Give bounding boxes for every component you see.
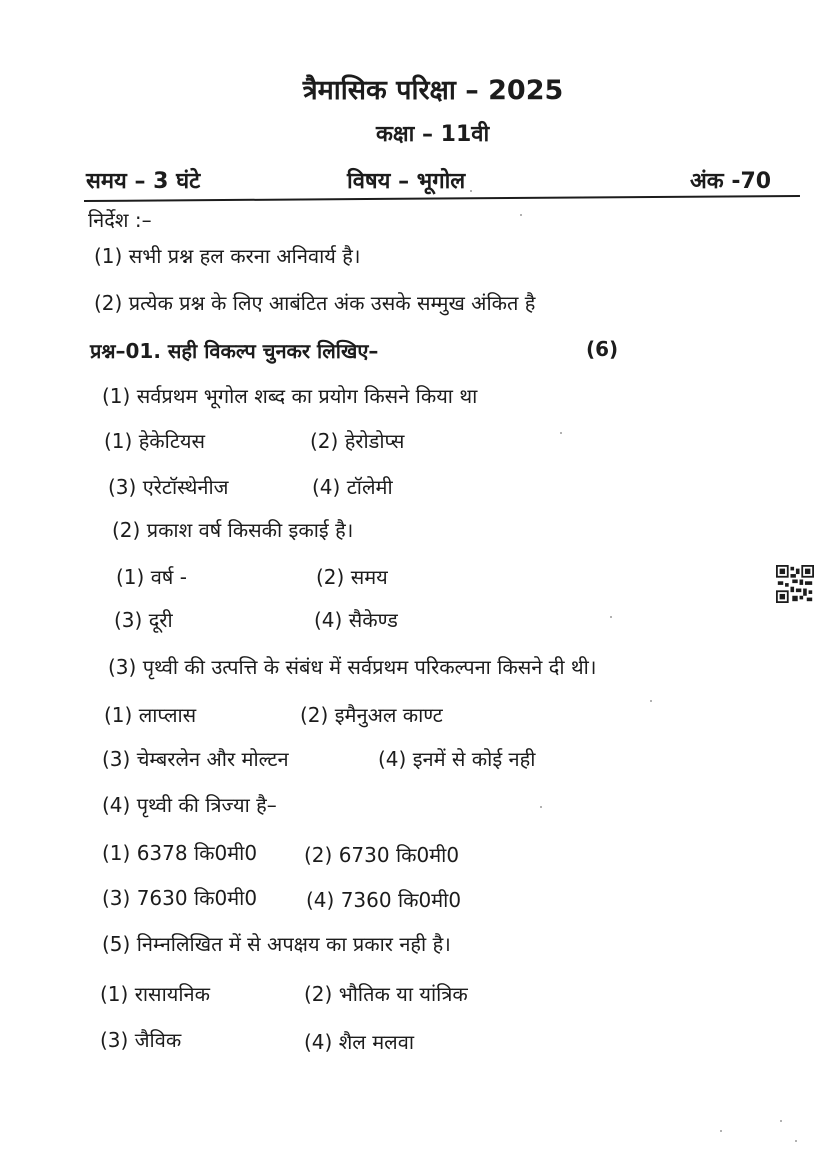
section-heading: प्रश्न–01. सही विकल्प चुनकर लिखिए–: [90, 339, 379, 363]
option: (2) समय: [316, 565, 388, 589]
option: (2) 6730 कि0मी0: [304, 843, 460, 867]
instructions-heading: निर्देश :–: [88, 208, 152, 232]
instruction-item: (1) सभी प्रश्न हल करना अनिवार्य है।: [94, 244, 361, 268]
question-text: (2) प्रकाश वर्ष किसकी इकाई है।: [112, 518, 354, 542]
question-text: (1) सर्वप्रथम भूगोल शब्द का प्रयोग किसने किया था: [102, 384, 478, 408]
class-label: कक्षा – 11वी: [376, 122, 490, 147]
qr-code-icon: [776, 565, 814, 603]
question-text: (3) पृथ्वी की उत्पत्ति के संबंध में सर्वप्रथम परिकल्पना किसने दी थी।: [108, 655, 597, 679]
option: (4) 7360 कि0मी0: [306, 888, 462, 912]
option: (2) हेरोडोप्स: [310, 429, 405, 453]
header-divider: [84, 195, 800, 202]
question-text: (5) निम्नलिखित में से अपक्षय का प्रकार नही है।: [102, 932, 451, 956]
option: (1) 6378 कि0मी0: [102, 841, 258, 865]
marks-label: अंक -70: [690, 169, 772, 194]
option: (3) 7630 कि0मी0: [102, 886, 258, 910]
exam-title: त्रैमासिक परिक्षा – 2025: [302, 75, 564, 106]
section-marks: (6): [586, 337, 619, 361]
time-label: समय – 3 घंटे: [86, 169, 201, 194]
option: (1) लाप्लास: [104, 703, 197, 727]
option: (1) वर्ष -: [116, 565, 187, 589]
option: (2) इमैनुअल काण्ट: [300, 703, 443, 727]
option: (4) इनमें से कोई नही: [378, 747, 536, 771]
question-text: (4) पृथ्वी की त्रिज्या है–: [102, 793, 277, 817]
option: (4) टॉलेमी: [312, 475, 393, 499]
option: (4) शैल मलवा: [304, 1030, 415, 1054]
option: (3) जैविक: [100, 1028, 182, 1052]
option: (1) रासायनिक: [100, 982, 210, 1006]
instruction-item: (2) प्रत्येक प्रश्न के लिए आबंटित अंक उसके सम्मुख अंकित है: [94, 291, 536, 315]
option: (3) दूरी: [114, 608, 173, 632]
option: (4) सैकेण्ड: [314, 608, 398, 632]
subject-label: विषय – भूगोल: [347, 169, 466, 194]
option: (3) चेम्बरलेन और मोल्टन: [102, 747, 289, 771]
option: (1) हेकेटियस: [104, 429, 206, 453]
option: (2) भौतिक या यांत्रिक: [304, 982, 468, 1006]
option: (3) एरेटॉस्थेनीज: [108, 475, 229, 499]
